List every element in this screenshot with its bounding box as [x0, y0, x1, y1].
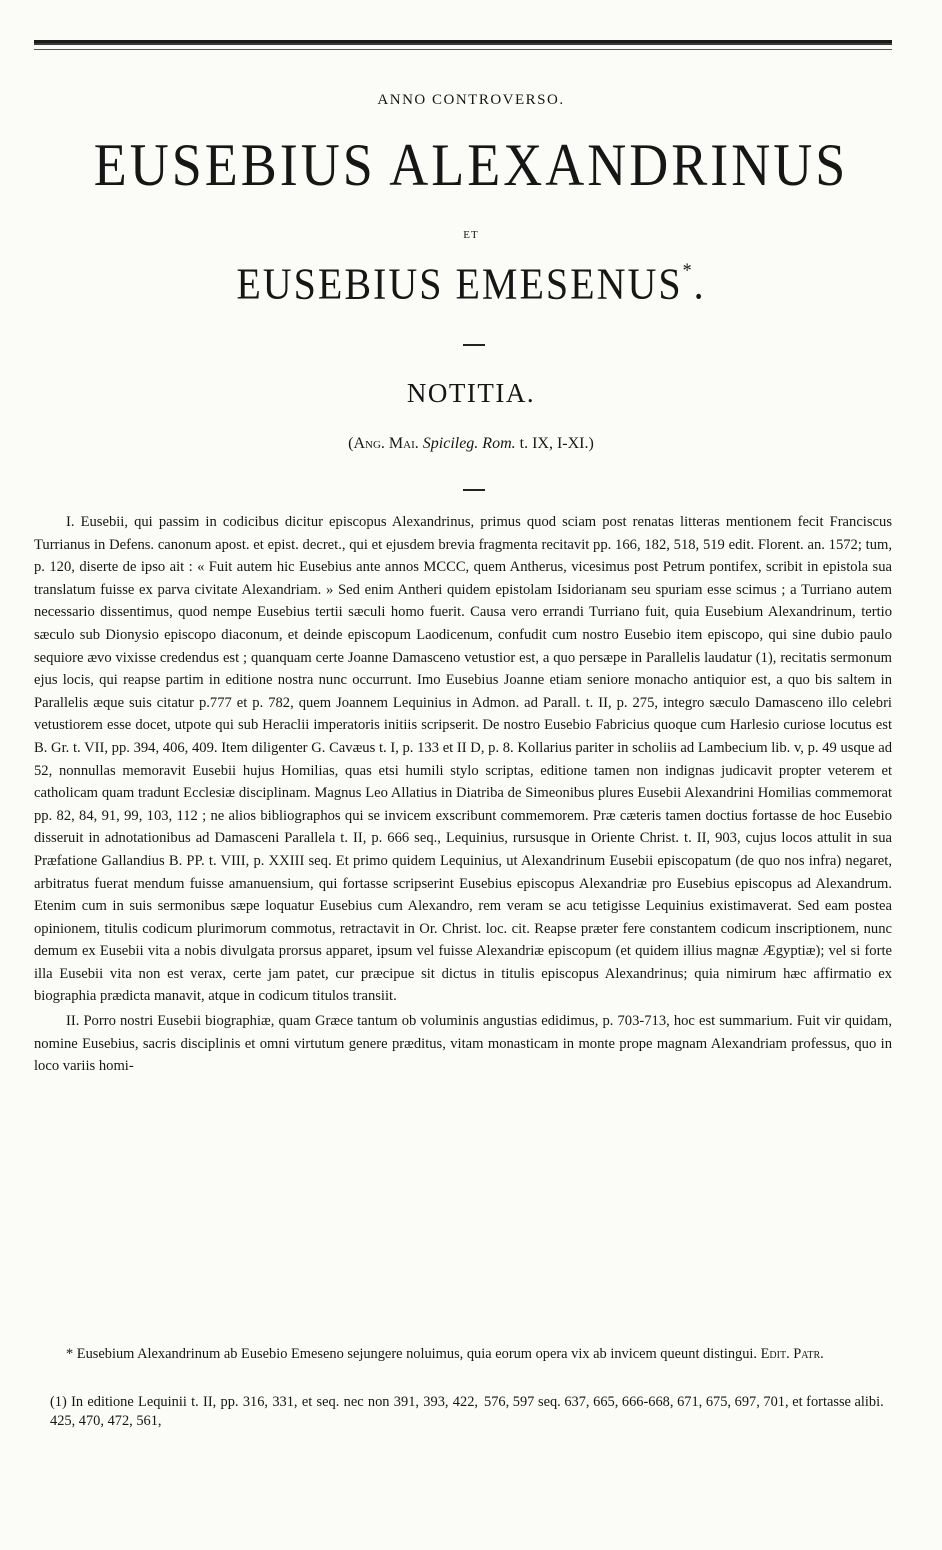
title-divider-dash	[463, 344, 485, 346]
second-title-period: .	[693, 258, 706, 309]
paragraph-2: II. Porro nostri Eusebii biographiæ, quam Græce tantum ob voluminis angustias edidimus, p. 703-713, hoc est summarium. Fuit vir quidam, nomine Eusebius, sacris disciplinis et omni virtutum genere præditus, vitam monasticam in monte prope magnam Alexandriam professus, quo in loco variis homi-	[34, 1013, 892, 1075]
citation-work: Spicileg. Rom.	[422, 435, 516, 452]
footnote-1-right-column: 576, 597 seq. 637, 665, 666-668, 671, 675, 697, 701, et fortasse alibi.	[484, 1394, 884, 1410]
body-text	[34, 511, 892, 1078]
section-divider-dash	[463, 489, 485, 491]
footnote-star-text: * Eusebium Alexandrinum ab Eusebio Emeseno sejungere noluimus, quia eorum opera vix ab invicem queunt distingui.	[66, 1346, 758, 1362]
main-title: EUSEBIUS ALEXANDRINUS	[93, 131, 849, 199]
footnote-marker-star: *	[682, 258, 694, 281]
citation-author: Ang. Mai.	[353, 435, 419, 452]
running-kicker: ANNO CONTROVERSO.	[377, 92, 565, 108]
title-conjunction: ET	[463, 229, 479, 241]
header-rule-thin	[34, 49, 892, 50]
footnote-star	[34, 1345, 892, 1364]
header-rule-thick	[34, 40, 892, 45]
paragraph-1: I. Eusebii, qui passim in codicibus dicitur episcopus Alexandrinus, primus quod sciam post renatas litteras mentionem fecit Franciscus Turrianus in Defens. canonum apost. et epist. decret., qui et ejusdem brevia fragmenta recitavit pp. 166, 182, 518, 519 edit. Florent. an. 1572; tum, p. 120, diserte de ipso ait : « Fuit autem hic Eusebius ante annos MCCC, quem Antherus, vicesimus post Petrum pontifex, scribit in epistola sua translatum fuisse ex parva civitate Alexandriam. » Sed enim Antheri quidem epistolam Isidorianam seu spuriam esse scimus ; a Turriano autem necessario dissentimus, quod nempe Eusebius tertii sæculi homo fuerit. Causa vero errandi Turriano fuit, quia Eusebium Alexandrinum, tertio sæculo sub Dionysio episcopo diaconum, et deinde episcopum Laodicenum, confudit cum nostro Eusebio item episcopo, qui sine dubio paulo sequiore ævo vixisse credendus est ; quanquam certe Joanne Damasceno vetustior est, a quo persæpe in Parallelis laudatur (1), recitatis sermonum ejus locis, qui reapse partim in editione nostra nunc occurrunt. Imo Eusebius Joanne etiam seniore monacho antiquior est, a quo bis saltem in Parallelis æque suis citatur p.777 et p. 782, quem Joannem Lequinius in Admon. ad Parall. t. II, p. 275, integro sæculo Damasceno illo celebri vetustiorem esse docet, utpote qui sub Heraclii imperatoris initiis scripserit. De nostro Eusebio Fabricius quoque cum Harlesio curiose locutus est B. Gr. t. VII, pp. 394, 406, 409. Item diligenter G. Cavæus t. I, p. 133 et II D, p. 8. Kollarius pariter in scholiis ad Lambecium lib. v, p. 49 usque ad 52, nonnullas memoravit Eusebii hujus Homilias, quas etsi humili stylo scriptas, editione tamen non indignas judicavit propter veterem et catholicam quam tradunt Ecclesiæ disciplinam. Magnus Leo Allatius in Diatriba de Simeonibus plures Eusebii Alexandrini Homilias commemorat pp. 82, 84, 91, 99, 103, 112 ; ne alios bibliographos qui se invicem exscribunt commemorem. Præ cæteris tamen doctius fortasse de hoc Eusebio disseruit in adnotationibus ad Damasceni Parallela t. II, p. 666 seq., Lequinius, rursusque in Oriente Christ. t. II, 903, cujus locos attulit in sua Præfatione Gallandius B. PP. t. VIII, p. XXIII seq. Et primo quidem Lequinius, ut Alexandrinum Eusebii episcopatum (de quo nos infra) negaret, arbitratus fuerat mendum fuisse amanuensium, qui fortasse scripserint Eusebius episcopus Alexandriæ pro Eusebius episcopus ad Alexandrum. Etenim cum in suis sermonibus sæpe loquatur Eusebius cum Alexandro, rem veram se acu tetigisse Lequinius existimaverat. Sed eam postea opinionem, titulis codicum plurimorum commotus, retractavit in Or. Christ. loc. cit. Reapse præter fere constantem codicum inscriptionem, nunc demum ex Eusebii vita a nobis divulgata prorsus apparet, ipsum vel fuisse Alexandriæ episcopum (et quidem illius magnæ Ægyptiæ); vel si forte illa Eusebii vita non est verax, certe jam patet, cur præcipue sit dictus in titulis episcopus Alexandrinus; quia nimirum hæc affirmatio ex biographia prædicta manavit, atque in codicum titulos transiit.	[34, 514, 892, 1005]
second-title	[0, 258, 942, 310]
second-title-text: EUSEBIUS EMESENUS	[236, 258, 683, 309]
footnote-star-signature: Edit. Patr.	[760, 1346, 824, 1362]
footnote-1-left-column: (1) In editione Lequinii t. II, pp. 316, 331, et seq. nec non 391, 393, 422, 425, 470, 472, 561,	[50, 1394, 478, 1429]
citation-close-paren: )	[588, 435, 594, 452]
section-heading: NOTITIA.	[406, 378, 536, 408]
source-citation	[0, 435, 942, 453]
citation-ref: t. IX, I-XI.	[519, 435, 589, 452]
citation-open-paren: (	[348, 435, 354, 452]
